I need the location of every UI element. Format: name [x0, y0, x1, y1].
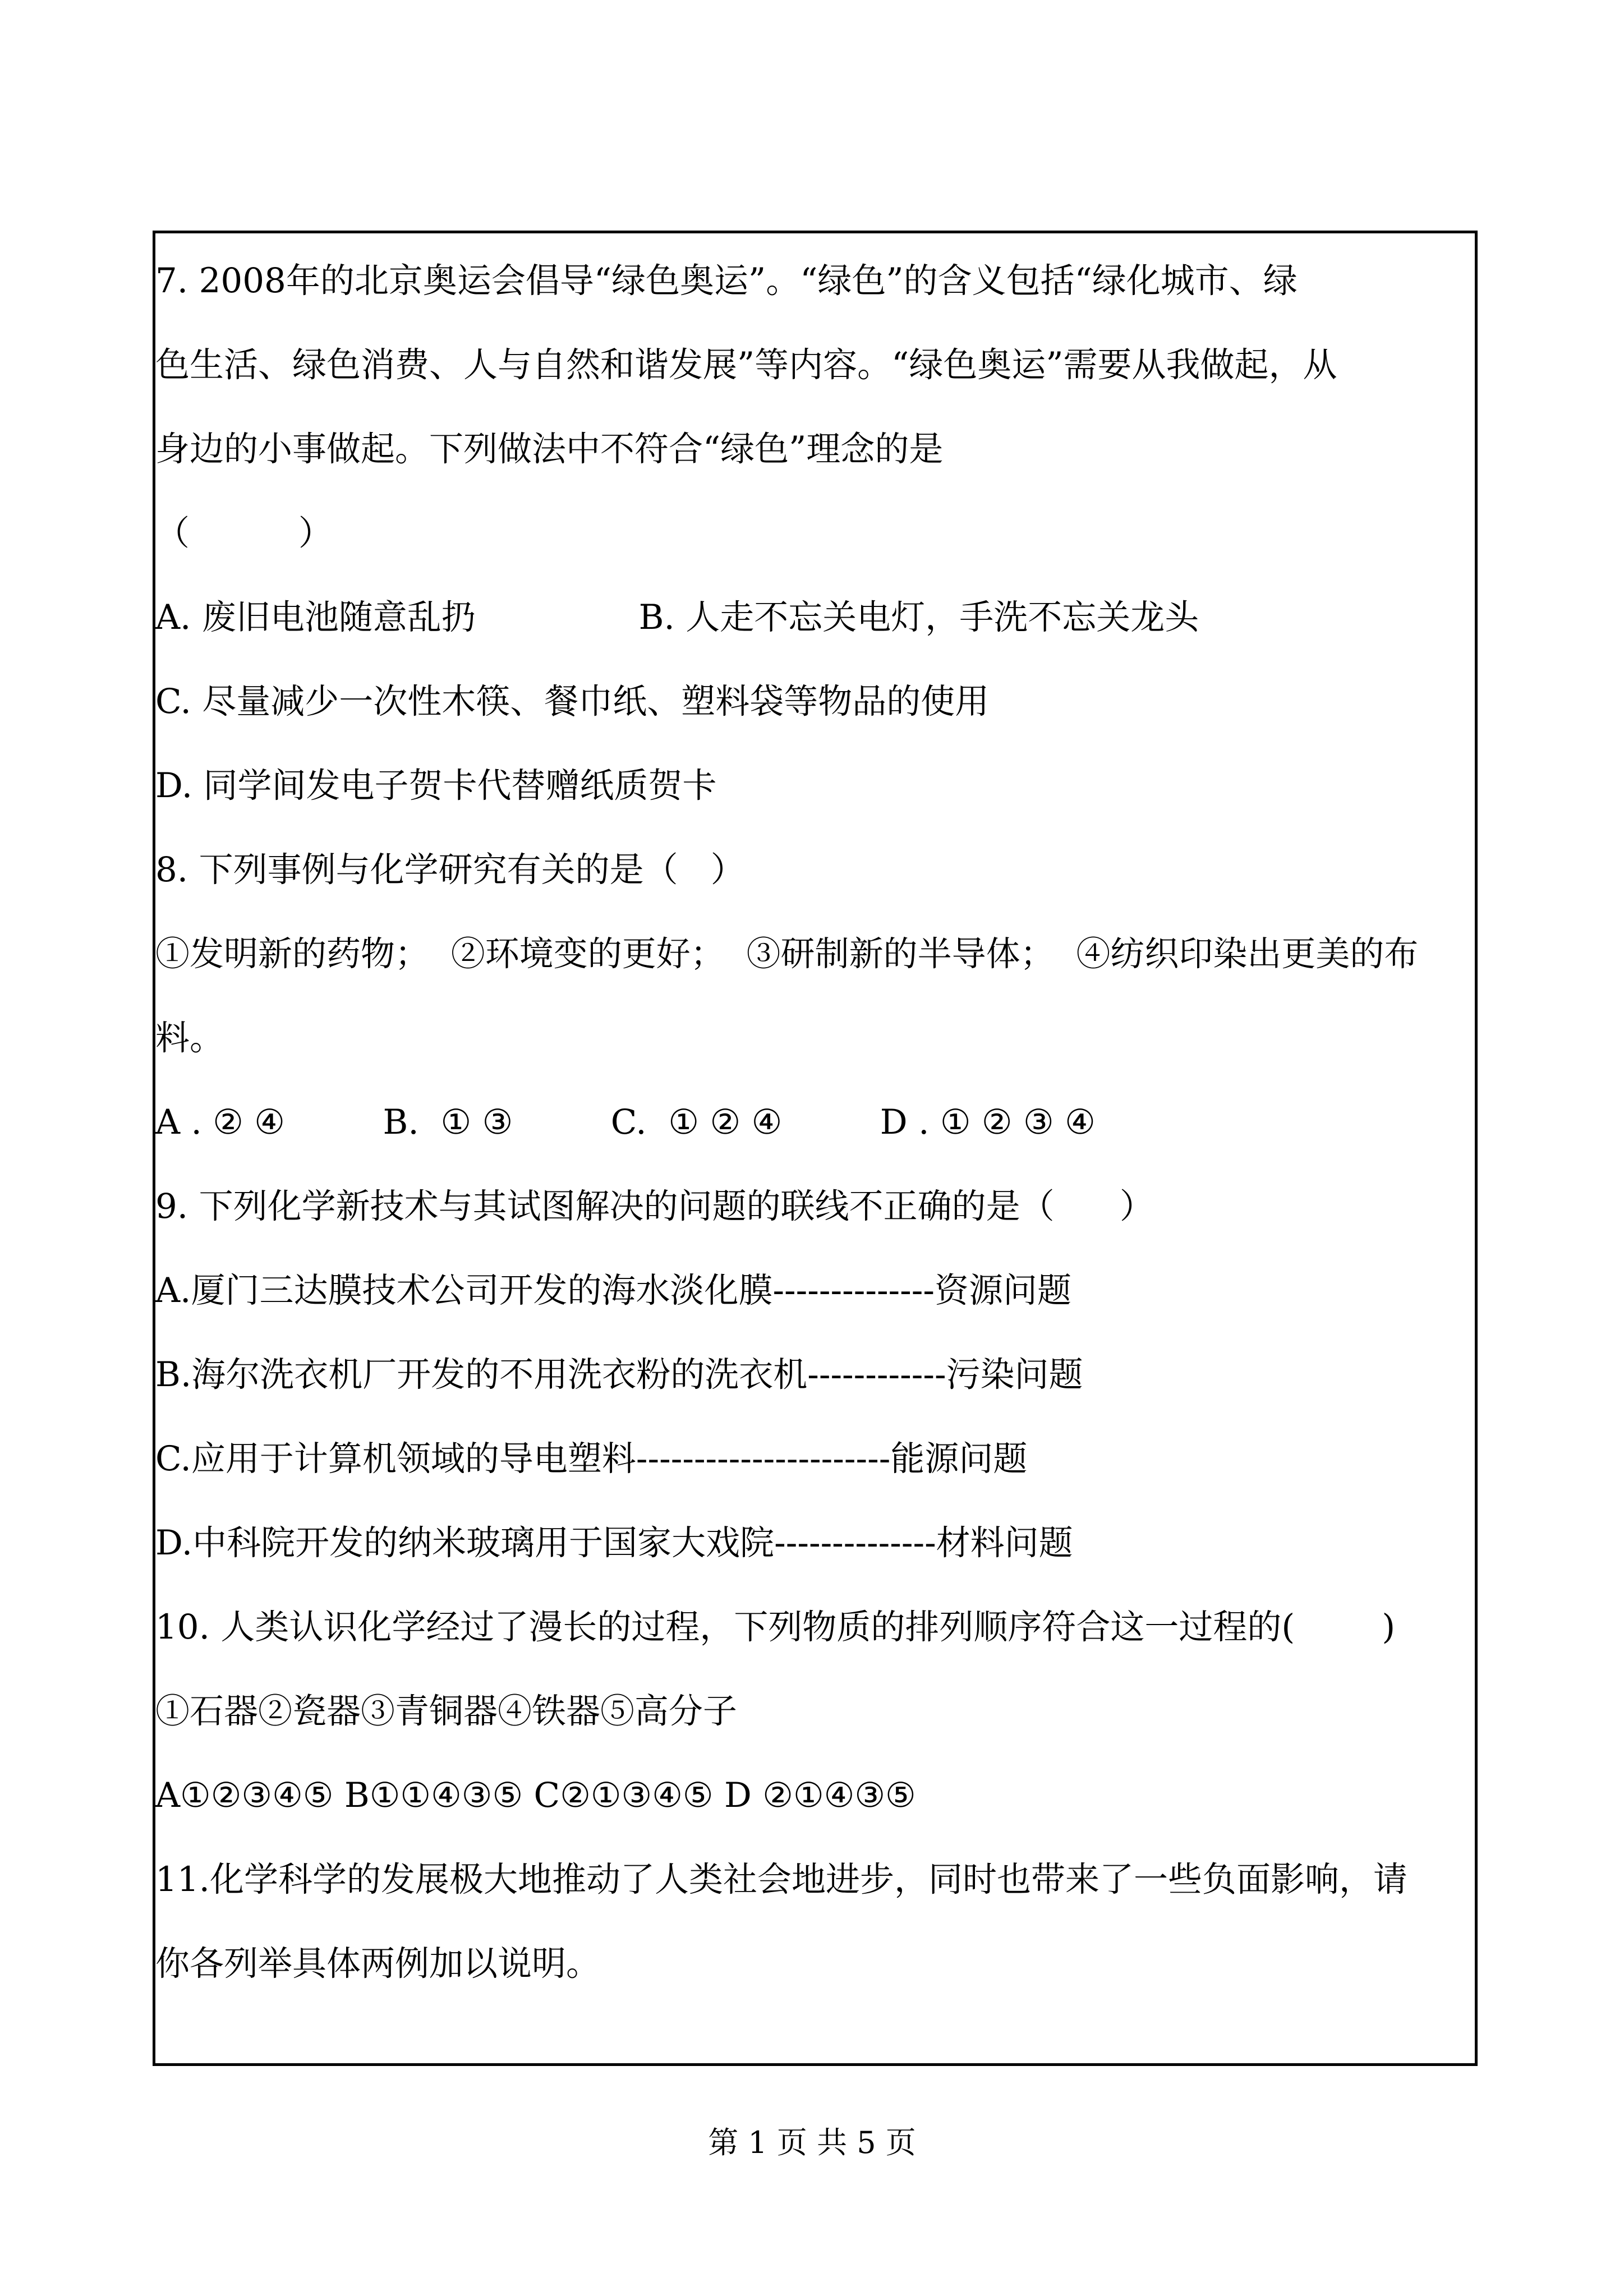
q9-option-b: B.海尔洗衣机厂开发的不用洗衣粉的洗衣机------------污染问题 [155, 1355, 1083, 1395]
q10-stem: 10. 人类认识化学经过了漫长的过程，下列物质的排列顺序符合这一过程的( ) [155, 1607, 1396, 1647]
q8-items-line-2: 料。 [155, 1018, 224, 1058]
q7-options-a-b: A. 废旧电池随意乱扔 B. 人走不忘关电灯，手洗不忘关龙头 [155, 597, 1199, 637]
q10-items: ①石器②瓷器③青铜器④铁器⑤高分子 [155, 1691, 738, 1731]
q11-line-2: 你各列举具体两例加以说明。 [155, 1944, 601, 1984]
q11-line-1: 11.化学科学的发展极大地推动了人类社会地进步，同时也带来了一些负面影响，请 [155, 1860, 1408, 1899]
q7-answer-bracket: （ ） [155, 513, 333, 553]
q7-option-d: D. 同学间发电子贺卡代替赠纸质贺卡 [155, 766, 717, 806]
q9-option-c: C.应用于计算机领域的导电塑料----------------------能源问题 [155, 1439, 1028, 1479]
q9-stem: 9. 下列化学新技术与其试图解决的问题的联线不正确的是（ ） [155, 1186, 1154, 1226]
q8-options: A . ② ④ B. ① ③ C. ① ② ④ D . ① ② ③ ④ [155, 1102, 1096, 1142]
q7-option-c: C. 尽量减少一次性木筷、餐巾纸、塑料袋等物品的使用 [155, 682, 990, 721]
q7-line-3: 身边的小事做起。下列做法中不符合“绿色”理念的是 [155, 429, 944, 469]
q10-options: A①②③④⑤ B①①④③⑤ C②①③④⑤ D ②①④③⑤ [155, 1775, 916, 1815]
q7-line-1: 7. 2008年的北京奥运会倡导“绿色奥运”。“绿色”的含义包括“绿化城市、绿 [155, 261, 1298, 301]
q8-stem: 8. 下列事例与化学研究有关的是（ ） [155, 850, 745, 890]
q9-option-a: A.厦门三达膜技术公司开发的海水淡化膜--------------资源问题 [155, 1271, 1072, 1310]
q7-line-2: 色生活、绿色消费、人与自然和谐发展”等内容。“绿色奥运”需要从我做起，从 [155, 345, 1337, 385]
q9-option-d: D.中科院开发的纳米玻璃用于国家大戏院--------------材料问题 [155, 1523, 1073, 1563]
question-frame [153, 231, 1478, 2066]
q8-items-line-1: ①发明新的药物； ②环境变的更好； ③研制新的半导体； ④纺织印染出更美的布 [155, 934, 1419, 974]
page-footer: 第 1 页 共 5 页 [708, 2125, 916, 2160]
